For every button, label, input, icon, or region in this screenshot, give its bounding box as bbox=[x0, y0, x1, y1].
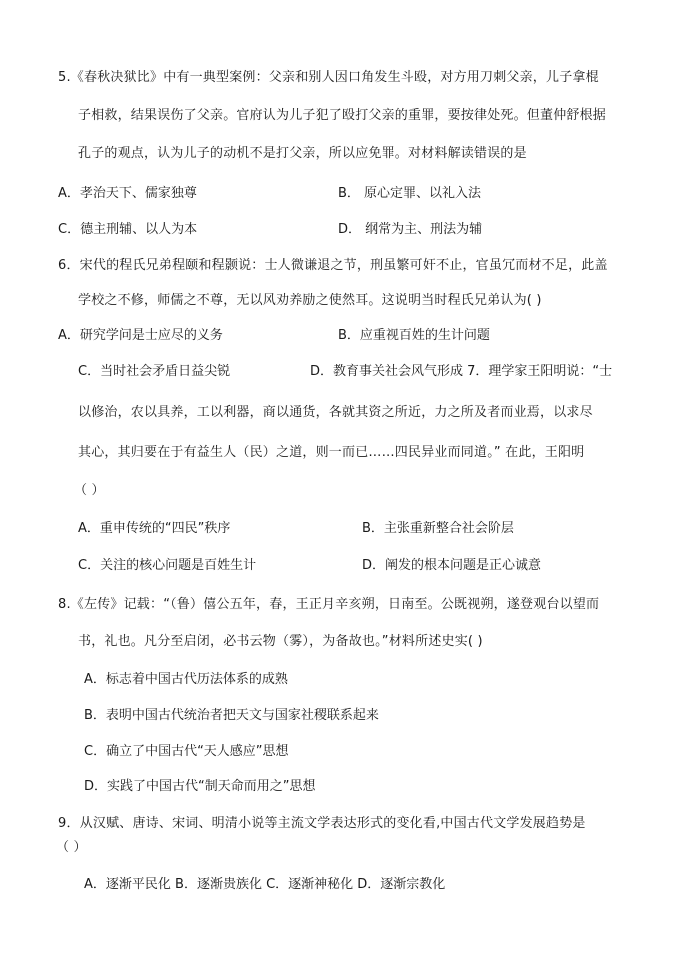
question-7-option-c: C．关注的核心问题是百姓生计 bbox=[78, 558, 257, 573]
question-7-answer-blank: （ ） bbox=[74, 483, 105, 498]
question-5-stem-line-2: 子相救，结果误伤了父亲。官府认为儿子犯了殴打父亲的重罪，要按律处死。但董仲舒根据 bbox=[78, 108, 607, 123]
question-6-option-a: A．研究学问是士应尽的义务 bbox=[58, 328, 223, 343]
question-9-stem-line-1: 9．从汉赋、唐诗、宋词、明清小说等主流文学表达形式的变化看,中国古代文学发展趋势是 bbox=[58, 816, 586, 831]
question-5-option-d: D． 纲常为主、刑法为辅 bbox=[338, 222, 483, 237]
question-8-option-d: D．实践了中国古代“制天命而用之”思想 bbox=[84, 779, 316, 794]
question-7-stem-line-2: 以修治，农以具养，工以利器，商以通货，各就其资之所近，力之所及者而业焉，以求尽 bbox=[78, 405, 593, 420]
question-8-stem-line-1: 8.《左传》记载：“（鲁）僖公五年，春，王正月辛亥朔，日南至。公既视朔，遂登观台以望而 bbox=[58, 597, 600, 612]
question-6-stem-line-2: 学校之不修，师儒之不尊，无以风劝养励之使然耳。这说明当时程氏兄弟认为( ) bbox=[78, 293, 542, 308]
question-5-stem-line-3: 孔子的观点，认为儿子的动机不是打父亲，所以应免罪。对材料解读错误的是 bbox=[78, 146, 527, 161]
question-7-option-d: D．阐发的根本问题是正心诚意 bbox=[362, 558, 542, 573]
question-6-stem-line-1: 6．宋代的程氏兄弟程颐和程颢说：士人微谦退之节，刑虽繁可奸不止，官虽冗而材不足，此盖 bbox=[58, 258, 608, 273]
question-7-option-a: A．重申传统的“四民”秩序 bbox=[78, 521, 231, 536]
question-5-option-b: B． 原心定罪、以礼入法 bbox=[338, 186, 482, 201]
question-5-stem-line-1: 5.《春秋决狱比》中有一典型案例：父亲和别人因口角发生斗殴，对方用刀刺父亲，儿子拿棍 bbox=[58, 70, 599, 85]
question-8-stem-line-2: 书，礼也。凡分至启闭，必书云物（雾），为备故也。”材料所述史实( ) bbox=[78, 634, 483, 649]
question-8-option-a: A．标志着中国古代历法体系的成熟 bbox=[84, 672, 288, 687]
question-5-option-c: C．德主刑辅、以人为本 bbox=[58, 222, 198, 237]
question-8-option-b: B．表明中国古代统治者把天文与国家社稷联系起来 bbox=[84, 708, 379, 723]
question-6-option-d-and-question-7-start: D．教育事关社会风气形成 7．理学家王阳明说：“士 bbox=[310, 364, 613, 379]
question-9-answer-blank: （ ） bbox=[56, 840, 87, 855]
question-5-option-a: A．孝治天下、儒家独尊 bbox=[58, 186, 197, 201]
question-6-option-c: C．当时社会矛盾日益尖锐 bbox=[78, 364, 231, 379]
question-8-option-c: C．确立了中国古代“天人感应”思想 bbox=[84, 744, 289, 759]
question-7-option-b: B．主张重新整合社会阶层 bbox=[362, 521, 514, 536]
question-6-option-b: B．应重视百姓的生计问题 bbox=[338, 328, 490, 343]
question-7-stem-line-3: 其心，其归要在于有益生人（民）之道，则一而已……四民异业而同道。” 在此，王阳明 bbox=[78, 445, 585, 460]
question-9-options: A．逐渐平民化 B．逐渐贵族化 C．逐渐神秘化 D．逐渐宗教化 bbox=[84, 877, 446, 892]
